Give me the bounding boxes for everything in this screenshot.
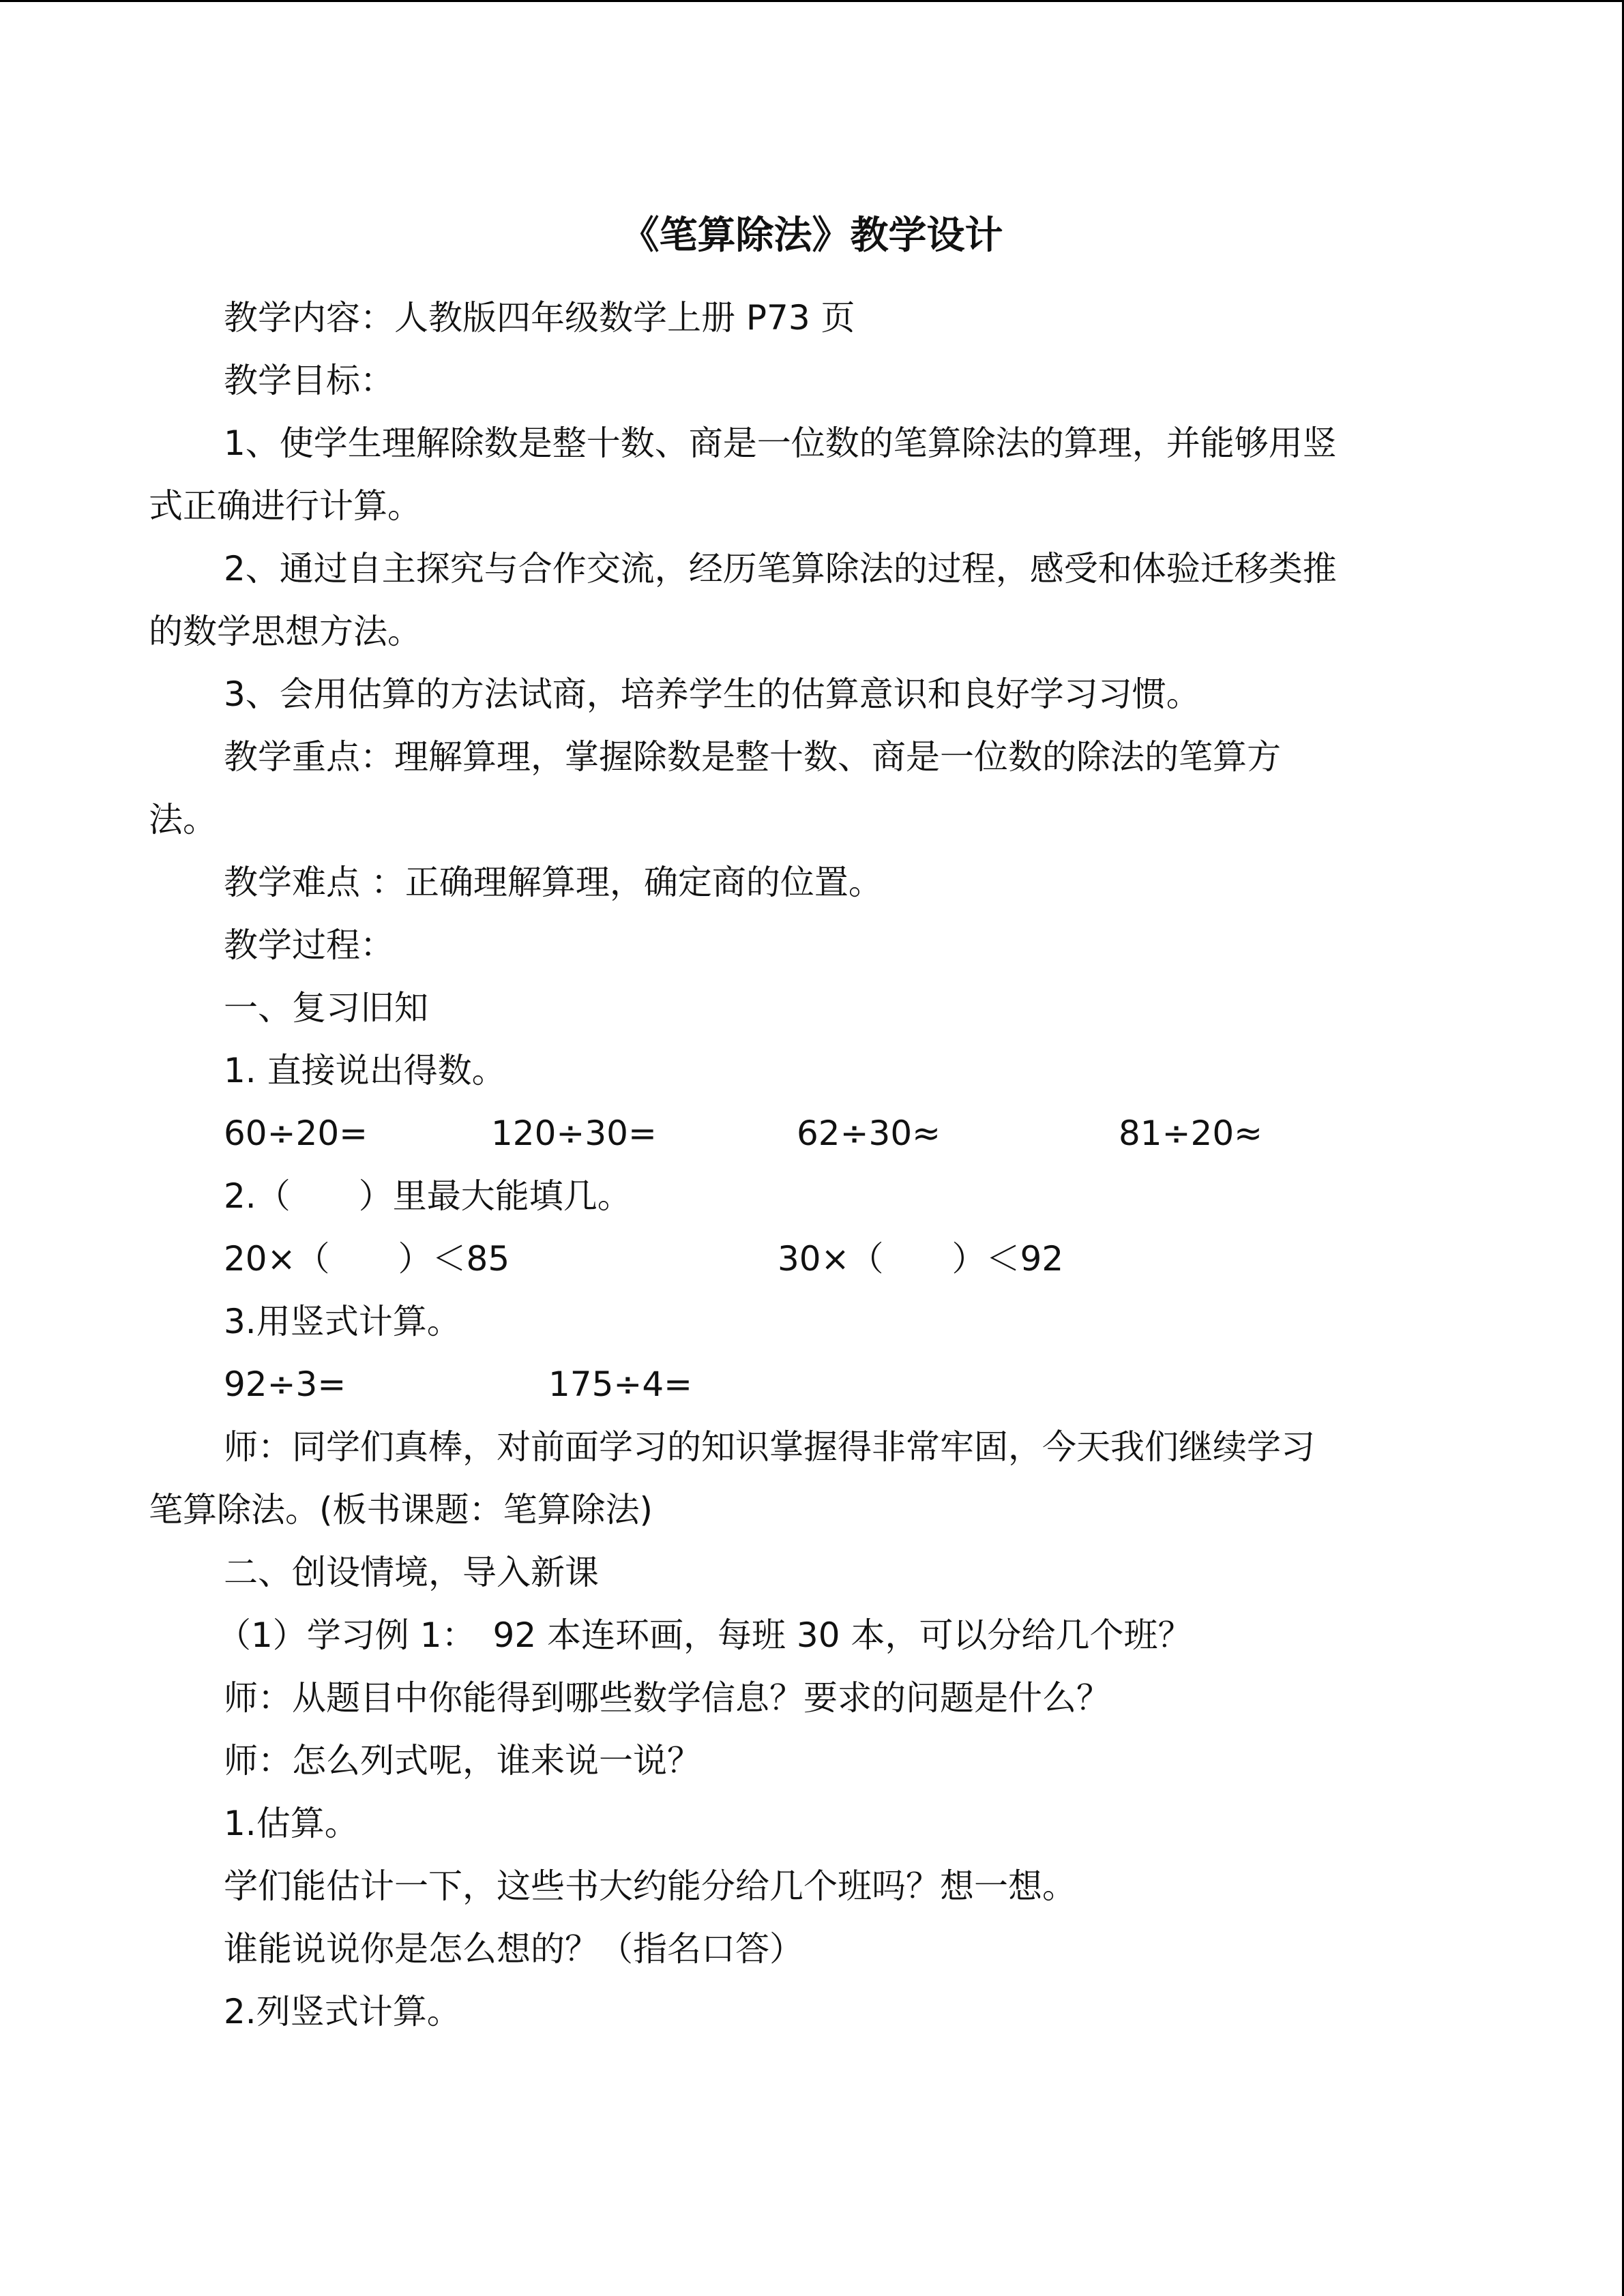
example-1: （1）学习例 1： 92 本连环画，每班 30 本，可以分给几个班？ <box>217 1615 1192 1655</box>
teaching-goals-label: 教学目标： <box>224 361 394 400</box>
q2-item-1: 20×（ ）＜85 <box>224 1239 510 1279</box>
estimate-question-2: 谁能说说你是怎么想的？（指名口答） <box>224 1929 803 1969</box>
q2-item-2: 30×（ ）＜92 <box>778 1239 1064 1279</box>
teacher-remark-1-line-2: 笔算除法。(板书课题：笔算除法) <box>149 1490 653 1530</box>
teaching-content: 教学内容：人教版四年级数学上册 P73 页 <box>224 298 855 338</box>
goal-3: 3、会用估算的方法试商，培养学生的估算意识和良好学习习惯。 <box>224 674 1200 714</box>
section-new-lesson: 二、创设情境，导入新课 <box>224 1553 599 1592</box>
q1-item-1: 60÷20= <box>224 1114 368 1153</box>
goal-2-line-1: 2、通过自主探究与合作交流，经历笔算除法的过程，感受和体验迁移类推 <box>224 549 1337 588</box>
goal-1-line-1: 1、使学生理解除数是整十数、商是一位数的笔算除法的算理，并能够用竖 <box>224 423 1337 463</box>
goal-1-line-2: 式正确进行计算。 <box>149 486 422 526</box>
document-title: 《笔算除法》教学设计 <box>621 213 1003 258</box>
vertical-calculation-label: 2.列竖式计算。 <box>224 1992 461 2031</box>
teacher-remark-3: 师：怎么列式呢，谁来说一说？ <box>224 1741 701 1780</box>
q3-item-1: 92÷3= <box>224 1365 346 1404</box>
q1-item-3: 62÷30≈ <box>797 1114 941 1153</box>
teacher-remark-1-line-1: 师：同学们真棒，对前面学习的知识掌握得非常牢固，今天我们继续学习 <box>224 1427 1315 1467</box>
question-1: 1. 直接说出得数。 <box>224 1051 506 1090</box>
teaching-focus-line-2: 法。 <box>149 800 217 839</box>
estimate-question: 学们能估计一下，这些书大约能分给几个班吗？想一想。 <box>224 1866 1076 1906</box>
teacher-remark-2: 师：从题目中你能得到哪些数学信息？要求的问题是什么？ <box>224 1678 1110 1718</box>
goal-2-line-2: 的数学思想方法。 <box>149 612 422 651</box>
estimate-label: 1.估算。 <box>224 1804 359 1843</box>
teaching-difficulty: 教学难点 ：正确理解算理，确定商的位置。 <box>224 863 883 902</box>
teaching-focus-line-1: 教学重点：理解算理，掌握除数是整十数、商是一位数的除法的笔算方 <box>224 737 1281 777</box>
question-2: 2.（ ）里最大能填几。 <box>224 1176 632 1216</box>
q3-item-2: 175÷4= <box>548 1365 693 1404</box>
section-review: 一、复习旧知 <box>224 988 428 1028</box>
q1-item-2: 120÷30= <box>491 1114 657 1153</box>
q1-item-4: 81÷20≈ <box>1119 1114 1263 1153</box>
teaching-process-label: 教学过程： <box>224 925 394 965</box>
page-border-top <box>0 0 1624 2</box>
question-3: 3.用竖式计算。 <box>224 1302 461 1341</box>
